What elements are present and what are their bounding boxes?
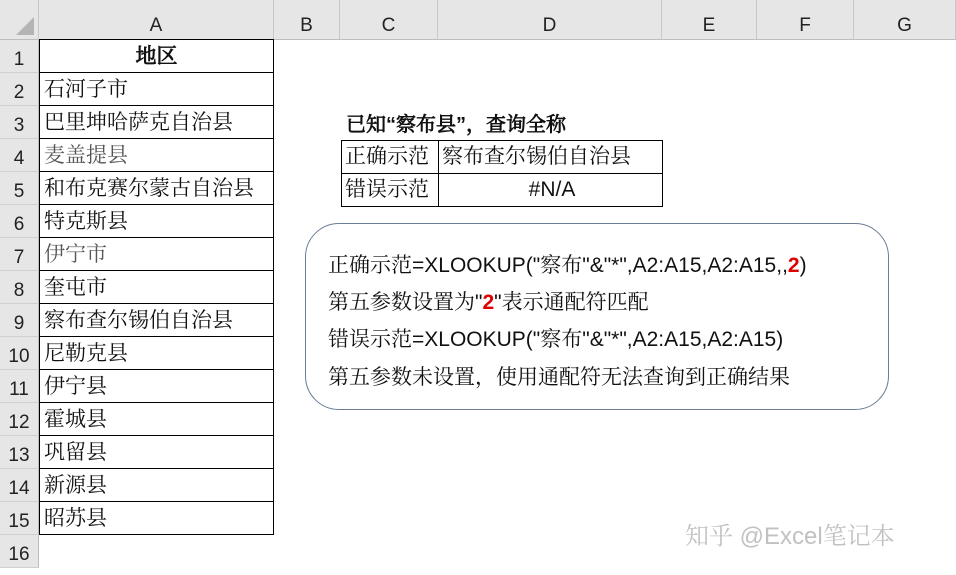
row-header[interactable]: 1 bbox=[0, 40, 39, 73]
cell-a10[interactable]: 尼勒克县 bbox=[39, 336, 274, 370]
row-header[interactable]: 13 bbox=[0, 436, 39, 469]
column-header-g[interactable]: G bbox=[854, 0, 956, 40]
note-text: 正确示范=XLOOKUP("察布"&"*",A2:A15,A2:A15,, bbox=[328, 254, 788, 277]
highlight-value: 2 bbox=[482, 291, 495, 314]
cell-a7[interactable]: 伊宁市 bbox=[39, 237, 274, 271]
row-header[interactable]: 9 bbox=[0, 304, 39, 337]
cell-a2[interactable]: 石河子市 bbox=[39, 72, 274, 106]
note-line-3: 错误示范=XLOOKUP("察布"&"*",A2:A15,A2:A15) bbox=[328, 328, 784, 351]
cell-d4[interactable]: 察布查尔锡伯自治县 bbox=[438, 140, 663, 174]
row-header[interactable]: 4 bbox=[0, 139, 39, 172]
column-header-d[interactable]: D bbox=[438, 0, 662, 40]
note-text: ) bbox=[799, 254, 807, 277]
cell-a8[interactable]: 奎屯市 bbox=[39, 270, 274, 304]
column-header-e[interactable]: E bbox=[662, 0, 757, 40]
column-header-f[interactable]: F bbox=[757, 0, 854, 40]
row-header[interactable]: 8 bbox=[0, 271, 39, 304]
cell-a6[interactable]: 特克斯县 bbox=[39, 204, 274, 238]
row-header[interactable]: 14 bbox=[0, 469, 39, 502]
row-header[interactable]: 6 bbox=[0, 205, 39, 238]
cell-a14[interactable]: 新源县 bbox=[39, 468, 274, 502]
note-text: "表示通配符匹配 bbox=[494, 291, 649, 314]
cell-c5[interactable]: 错误示范 bbox=[341, 173, 439, 207]
cell-a3[interactable]: 巴里坤哈萨克自治县 bbox=[39, 105, 274, 139]
row-header[interactable]: 15 bbox=[0, 502, 39, 535]
cell-d5[interactable]: #N/A bbox=[438, 173, 663, 207]
cell-a1[interactable]: 地区 bbox=[39, 39, 274, 73]
select-all-corner[interactable] bbox=[0, 0, 39, 40]
row-header[interactable]: 16 bbox=[0, 535, 39, 568]
note-text: 第五参数设置为" bbox=[328, 291, 483, 314]
watermark: 知乎 @Excel笔记本 bbox=[685, 523, 895, 550]
row-header[interactable]: 2 bbox=[0, 73, 39, 106]
column-header-a[interactable]: A bbox=[39, 0, 274, 40]
cell-a9[interactable]: 察布查尔锡伯自治县 bbox=[39, 303, 274, 337]
cell-a12[interactable]: 霍城县 bbox=[39, 402, 274, 436]
cell-c4[interactable]: 正确示范 bbox=[341, 140, 439, 174]
row-header[interactable]: 3 bbox=[0, 106, 39, 139]
cell-a13[interactable]: 巩留县 bbox=[39, 435, 274, 469]
cell-a5[interactable]: 和布克赛尔蒙古自治县 bbox=[39, 171, 274, 205]
row-header[interactable]: 11 bbox=[0, 370, 39, 403]
row-header[interactable]: 7 bbox=[0, 238, 39, 271]
cell-a11[interactable]: 伊宁县 bbox=[39, 369, 274, 403]
note-line-1 bbox=[328, 249, 807, 279]
note-line-2 bbox=[328, 286, 649, 316]
note-line-4: 第五参数未设置，使用通配符无法查询到正确结果 bbox=[328, 366, 790, 389]
row-header[interactable]: 10 bbox=[0, 337, 39, 370]
column-header-c[interactable]: C bbox=[340, 0, 438, 40]
cell-a4[interactable]: 麦盖提县 bbox=[39, 138, 274, 172]
cell-a15[interactable]: 昭苏县 bbox=[39, 501, 274, 535]
row-header[interactable]: 5 bbox=[0, 172, 39, 205]
column-header-b[interactable]: B bbox=[274, 0, 340, 40]
highlight-value: 2 bbox=[787, 254, 800, 277]
lookup-title: 已知“察布县”，查询全称 bbox=[346, 114, 566, 136]
row-header[interactable]: 12 bbox=[0, 403, 39, 436]
